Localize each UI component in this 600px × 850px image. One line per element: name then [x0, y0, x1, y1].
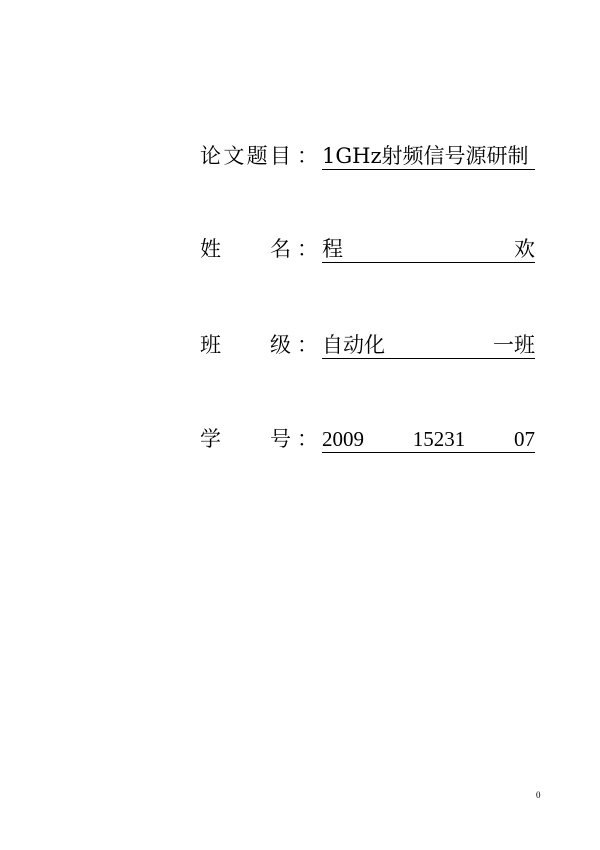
name-value-given: 欢: [514, 237, 535, 261]
title-value-text: 1GHz射频信号源研制: [322, 144, 529, 168]
student-id-colon: ：: [297, 427, 318, 451]
title-label-char: 目: [269, 144, 291, 168]
name-label-char: 姓: [200, 237, 221, 261]
name-colon: ：: [297, 237, 318, 261]
class-value-major: 自动化: [322, 333, 385, 357]
name-value-surname: 程: [322, 237, 343, 261]
title-value: [322, 143, 535, 170]
page-number: 0: [536, 790, 541, 800]
student-id-value-part: 07: [514, 427, 535, 451]
title-label-char: 论: [200, 144, 221, 168]
name-label: [200, 236, 291, 262]
title-label-char: 文: [223, 144, 245, 168]
class-colon: ：: [297, 333, 318, 357]
student-id-value-part: 2009: [322, 427, 364, 451]
student-id-value: [322, 426, 535, 453]
student-id-label-char: 学: [200, 427, 221, 451]
class-label-char: 班: [200, 333, 221, 357]
title-colon: ：: [297, 144, 318, 168]
student-id-label-char: 号: [270, 427, 291, 451]
class-value-section: 一班: [493, 333, 535, 357]
student-id-label: [200, 426, 291, 452]
student-id-value-part: 15231: [412, 427, 466, 451]
title-label-char: 题: [246, 144, 268, 168]
class-label: [200, 332, 291, 358]
name-value: [322, 236, 535, 263]
title-label: [200, 143, 291, 169]
class-label-char: 级: [270, 333, 291, 357]
class-value: [322, 332, 535, 359]
name-label-char: 名: [270, 237, 291, 261]
